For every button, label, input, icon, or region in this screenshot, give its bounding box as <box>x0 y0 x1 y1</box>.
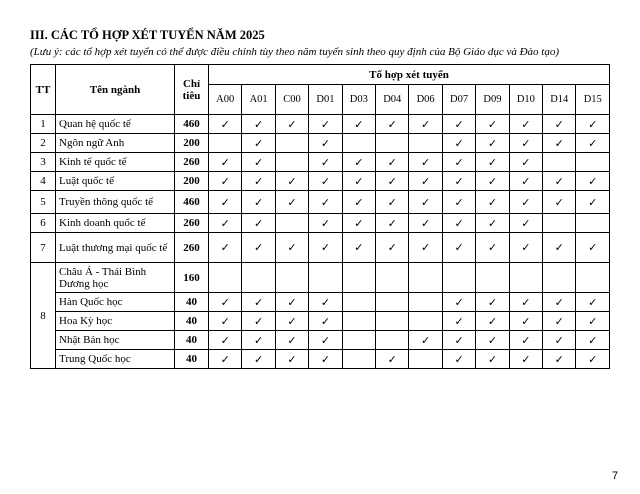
check-mark-icon: ✓ <box>509 153 542 172</box>
check-mark-icon: ✓ <box>442 350 475 369</box>
empty-cell <box>376 312 409 331</box>
empty-cell <box>442 263 475 293</box>
table-row <box>31 191 610 214</box>
check-mark-icon: ✓ <box>242 153 275 172</box>
empty-cell <box>376 331 409 350</box>
page-number: 7 <box>612 470 619 482</box>
row-number: 4 <box>31 172 56 191</box>
check-mark-icon: ✓ <box>509 293 542 312</box>
check-mark-icon: ✓ <box>342 153 375 172</box>
header-combo-d10: D10 <box>509 85 542 115</box>
check-mark-icon: ✓ <box>442 191 475 214</box>
check-mark-icon: ✓ <box>242 350 275 369</box>
header-combo-d01: D01 <box>309 85 342 115</box>
check-mark-icon: ✓ <box>275 115 308 134</box>
check-mark-icon: ✓ <box>275 191 308 214</box>
check-mark-icon: ✓ <box>543 312 576 331</box>
check-mark-icon: ✓ <box>442 153 475 172</box>
header-combo-c00: C00 <box>275 85 308 115</box>
check-mark-icon: ✓ <box>442 312 475 331</box>
header-combo-d14: D14 <box>543 85 576 115</box>
empty-cell <box>342 331 375 350</box>
major-name: Hoa Kỳ học <box>56 312 175 331</box>
empty-cell <box>275 263 308 293</box>
empty-cell <box>576 214 610 233</box>
check-mark-icon: ✓ <box>576 331 610 350</box>
check-mark-icon: ✓ <box>342 191 375 214</box>
quota-value: 460 <box>175 115 209 134</box>
table-row <box>31 312 610 331</box>
quota-value: 200 <box>175 172 209 191</box>
empty-cell <box>342 293 375 312</box>
check-mark-icon: ✓ <box>509 115 542 134</box>
quota-value: 260 <box>175 153 209 172</box>
check-mark-icon: ✓ <box>476 115 509 134</box>
check-mark-icon: ✓ <box>209 115 242 134</box>
row-number: 6 <box>31 214 56 233</box>
check-mark-icon: ✓ <box>309 214 342 233</box>
row-number: 2 <box>31 134 56 153</box>
check-mark-icon: ✓ <box>242 293 275 312</box>
major-name: Luật thương mại quốc tế <box>56 233 175 263</box>
check-mark-icon: ✓ <box>442 115 475 134</box>
check-mark-icon: ✓ <box>409 115 442 134</box>
empty-cell <box>409 312 442 331</box>
row-number: 1 <box>31 115 56 134</box>
check-mark-icon: ✓ <box>543 233 576 263</box>
check-mark-icon: ✓ <box>509 312 542 331</box>
check-mark-icon: ✓ <box>409 191 442 214</box>
check-mark-icon: ✓ <box>442 172 475 191</box>
check-mark-icon: ✓ <box>342 172 375 191</box>
empty-cell <box>342 263 375 293</box>
table-row <box>31 350 610 369</box>
check-mark-icon: ✓ <box>409 172 442 191</box>
check-mark-icon: ✓ <box>376 350 409 369</box>
check-mark-icon: ✓ <box>309 331 342 350</box>
empty-cell <box>509 263 542 293</box>
quota-value: 460 <box>175 191 209 214</box>
major-name: Luật quốc tế <box>56 172 175 191</box>
major-name: Hàn Quốc học <box>56 293 175 312</box>
table-row <box>31 134 610 153</box>
major-name: Trung Quốc học <box>56 350 175 369</box>
table-row <box>31 115 610 134</box>
check-mark-icon: ✓ <box>442 331 475 350</box>
major-name: Truyền thông quốc tế <box>56 191 175 214</box>
check-mark-icon: ✓ <box>576 172 610 191</box>
check-mark-icon: ✓ <box>209 153 242 172</box>
check-mark-icon: ✓ <box>476 214 509 233</box>
empty-cell <box>543 263 576 293</box>
empty-cell <box>576 153 610 172</box>
check-mark-icon: ✓ <box>442 134 475 153</box>
check-mark-icon: ✓ <box>242 134 275 153</box>
check-mark-icon: ✓ <box>275 312 308 331</box>
check-mark-icon: ✓ <box>576 134 610 153</box>
check-mark-icon: ✓ <box>309 350 342 369</box>
check-mark-icon: ✓ <box>476 191 509 214</box>
header-combination-group: Tổ hợp xét tuyển <box>209 65 610 85</box>
check-mark-icon: ✓ <box>576 293 610 312</box>
empty-cell <box>576 263 610 293</box>
header-tt: TT <box>31 65 56 115</box>
check-mark-icon: ✓ <box>275 233 308 263</box>
check-mark-icon: ✓ <box>309 172 342 191</box>
quota-value: 160 <box>175 263 209 293</box>
check-mark-icon: ✓ <box>509 350 542 369</box>
check-mark-icon: ✓ <box>442 233 475 263</box>
check-mark-icon: ✓ <box>242 115 275 134</box>
quota-value: 260 <box>175 233 209 263</box>
major-name: Nhật Bản học <box>56 331 175 350</box>
check-mark-icon: ✓ <box>576 115 610 134</box>
table-row <box>31 331 610 350</box>
check-mark-icon: ✓ <box>376 172 409 191</box>
header-combo-d03: D03 <box>342 85 375 115</box>
empty-cell <box>275 214 308 233</box>
check-mark-icon: ✓ <box>242 191 275 214</box>
header-quota: Chỉ tiêu <box>175 65 209 115</box>
empty-cell <box>409 293 442 312</box>
row-number: 7 <box>31 233 56 263</box>
check-mark-icon: ✓ <box>342 115 375 134</box>
row-number: 5 <box>31 191 56 214</box>
check-mark-icon: ✓ <box>209 172 242 191</box>
check-mark-icon: ✓ <box>476 331 509 350</box>
major-name: Quan hệ quốc tế <box>56 115 175 134</box>
check-mark-icon: ✓ <box>543 331 576 350</box>
check-mark-icon: ✓ <box>242 214 275 233</box>
check-mark-icon: ✓ <box>476 293 509 312</box>
check-mark-icon: ✓ <box>576 191 610 214</box>
check-mark-icon: ✓ <box>209 350 242 369</box>
quota-value: 200 <box>175 134 209 153</box>
check-mark-icon: ✓ <box>509 134 542 153</box>
check-mark-icon: ✓ <box>476 134 509 153</box>
table-row <box>31 233 610 263</box>
check-mark-icon: ✓ <box>376 153 409 172</box>
check-mark-icon: ✓ <box>476 312 509 331</box>
check-mark-icon: ✓ <box>342 233 375 263</box>
header-combo-d15: D15 <box>576 85 610 115</box>
empty-cell <box>309 263 342 293</box>
check-mark-icon: ✓ <box>476 350 509 369</box>
check-mark-icon: ✓ <box>376 115 409 134</box>
empty-cell <box>376 134 409 153</box>
empty-cell <box>409 263 442 293</box>
table-row <box>31 153 610 172</box>
check-mark-icon: ✓ <box>543 191 576 214</box>
check-mark-icon: ✓ <box>442 293 475 312</box>
check-mark-icon: ✓ <box>209 191 242 214</box>
check-mark-icon: ✓ <box>242 172 275 191</box>
empty-cell <box>376 293 409 312</box>
check-mark-icon: ✓ <box>576 350 610 369</box>
empty-cell <box>476 263 509 293</box>
empty-cell <box>275 134 308 153</box>
empty-cell <box>242 263 275 293</box>
check-mark-icon: ✓ <box>242 233 275 263</box>
major-name: Ngôn ngữ Anh <box>56 134 175 153</box>
row-number: 8 <box>31 263 56 369</box>
major-name: Kinh doanh quốc tế <box>56 214 175 233</box>
check-mark-icon: ✓ <box>509 214 542 233</box>
header-combo-d06: D06 <box>409 85 442 115</box>
check-mark-icon: ✓ <box>242 331 275 350</box>
section-heading: III. CÁC TỔ HỢP XÉT TUYỂN NĂM 2025 <box>30 28 265 42</box>
empty-cell <box>543 214 576 233</box>
check-mark-icon: ✓ <box>209 233 242 263</box>
empty-cell <box>342 350 375 369</box>
check-mark-icon: ✓ <box>376 233 409 263</box>
empty-cell <box>342 134 375 153</box>
major-name: Châu Á - Thái Bình Dương học <box>56 263 175 293</box>
table-row <box>31 172 610 191</box>
check-mark-icon: ✓ <box>275 350 308 369</box>
check-mark-icon: ✓ <box>509 233 542 263</box>
quota-value: 40 <box>175 312 209 331</box>
check-mark-icon: ✓ <box>509 331 542 350</box>
header-combo-d09: D09 <box>476 85 509 115</box>
table-row <box>31 293 610 312</box>
header-major-name: Tên ngành <box>56 65 175 115</box>
quota-value: 40 <box>175 293 209 312</box>
check-mark-icon: ✓ <box>509 191 542 214</box>
header-combo-d04: D04 <box>376 85 409 115</box>
check-mark-icon: ✓ <box>576 312 610 331</box>
quota-value: 40 <box>175 350 209 369</box>
check-mark-icon: ✓ <box>309 233 342 263</box>
empty-cell <box>275 153 308 172</box>
check-mark-icon: ✓ <box>309 134 342 153</box>
check-mark-icon: ✓ <box>275 293 308 312</box>
empty-cell <box>376 263 409 293</box>
empty-cell <box>209 134 242 153</box>
check-mark-icon: ✓ <box>376 191 409 214</box>
check-mark-icon: ✓ <box>409 214 442 233</box>
check-mark-icon: ✓ <box>442 214 475 233</box>
check-mark-icon: ✓ <box>576 233 610 263</box>
check-mark-icon: ✓ <box>309 153 342 172</box>
empty-cell <box>543 153 576 172</box>
check-mark-icon: ✓ <box>309 312 342 331</box>
check-mark-icon: ✓ <box>543 172 576 191</box>
header-combo-a00: A00 <box>209 85 242 115</box>
check-mark-icon: ✓ <box>509 172 542 191</box>
empty-cell <box>409 350 442 369</box>
check-mark-icon: ✓ <box>376 214 409 233</box>
check-mark-icon: ✓ <box>209 331 242 350</box>
check-mark-icon: ✓ <box>409 233 442 263</box>
table-row <box>31 263 610 293</box>
check-mark-icon: ✓ <box>409 153 442 172</box>
check-mark-icon: ✓ <box>543 134 576 153</box>
note-text: (Lưu ý: các tổ hợp xét tuyển có thể được điều chỉnh tùy theo năm tuyển sinh theo quy định của Bộ Giáo dục và Đào tạo) <box>30 46 559 58</box>
check-mark-icon: ✓ <box>476 172 509 191</box>
empty-cell <box>409 134 442 153</box>
row-number: 3 <box>31 153 56 172</box>
major-name: Kinh tế quốc tế <box>56 153 175 172</box>
check-mark-icon: ✓ <box>275 331 308 350</box>
check-mark-icon: ✓ <box>543 350 576 369</box>
empty-cell <box>209 263 242 293</box>
check-mark-icon: ✓ <box>275 172 308 191</box>
check-mark-icon: ✓ <box>476 233 509 263</box>
check-mark-icon: ✓ <box>342 214 375 233</box>
check-mark-icon: ✓ <box>476 153 509 172</box>
check-mark-icon: ✓ <box>409 331 442 350</box>
check-mark-icon: ✓ <box>543 293 576 312</box>
check-mark-icon: ✓ <box>209 214 242 233</box>
admission-combinations-table <box>30 64 610 369</box>
check-mark-icon: ✓ <box>209 293 242 312</box>
quota-value: 40 <box>175 331 209 350</box>
check-mark-icon: ✓ <box>309 293 342 312</box>
header-combo-a01: A01 <box>242 85 275 115</box>
check-mark-icon: ✓ <box>209 312 242 331</box>
table-row <box>31 214 610 233</box>
check-mark-icon: ✓ <box>242 312 275 331</box>
empty-cell <box>342 312 375 331</box>
check-mark-icon: ✓ <box>543 115 576 134</box>
check-mark-icon: ✓ <box>309 191 342 214</box>
header-combo-d07: D07 <box>442 85 475 115</box>
quota-value: 260 <box>175 214 209 233</box>
check-mark-icon: ✓ <box>309 115 342 134</box>
